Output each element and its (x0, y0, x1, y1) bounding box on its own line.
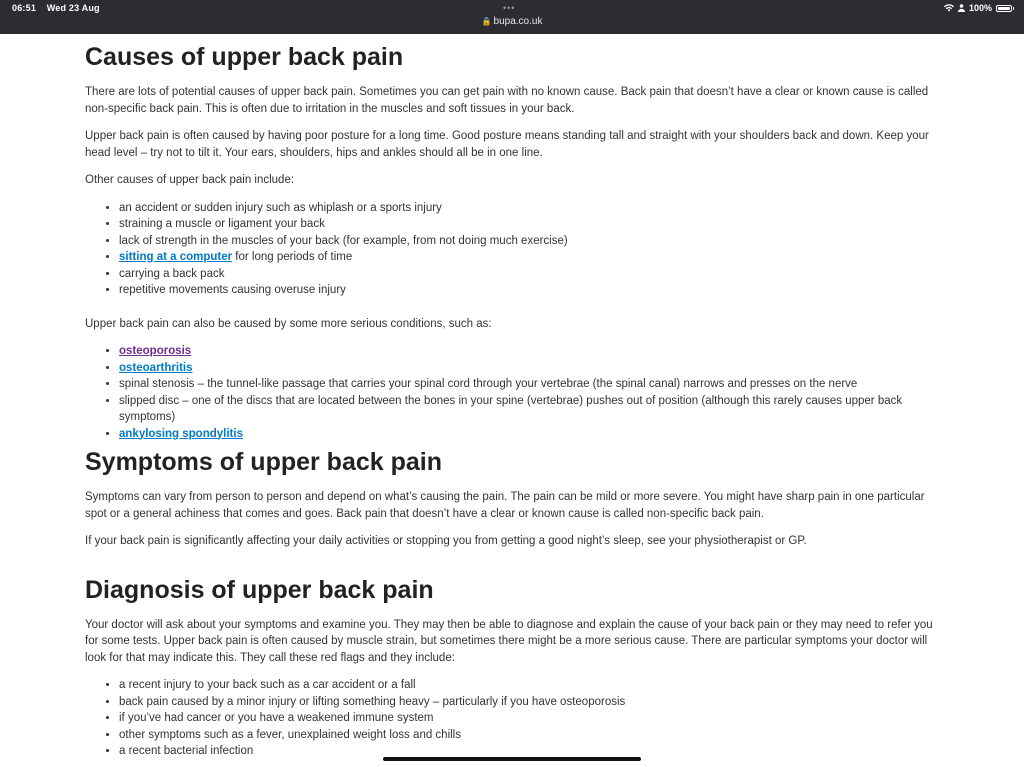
causes-paragraph-3: Other causes of upper back pain include: (85, 174, 295, 186)
status-time: 06:51 (12, 3, 37, 13)
causes-paragraph-1: There are lots of potential causes of upper back pain. Sometimes you can get pain with no known cause. Back pain that doesn’t have a clear or known cause is called non-specific back pain. This is often due to irritation in the muscles and soft tissues in your back. (85, 86, 929, 115)
osteoarthritis-link[interactable]: osteoarthritis (119, 361, 193, 374)
status-indicators (944, 3, 1012, 13)
diagnosis-heading: Diagnosis of upper back pain (85, 575, 434, 604)
list-item (119, 343, 935, 360)
serious-conditions-list (85, 343, 935, 442)
wifi-icon (944, 4, 954, 12)
osteoporosis-link[interactable]: osteoporosis (119, 345, 192, 357)
sitting-at-computer-link[interactable]: sitting at a computer (119, 251, 233, 263)
symptoms-paragraph-1: Symptoms can vary from person to person and depend on what’s causing the pain. The pain can be mild or more severe. You might have sharp pain in one particular spot or a general achiness that comes and goes. Back pain that doesn’t have a clear or known cause is called non-specific back pain. (85, 491, 925, 520)
list-item: • other symptoms such as a fever, unexplained weight loss and chills (119, 727, 935, 744)
list-item: • spinal stenosis – the tunnel-like passage that carries your spinal cord through your vertebrae (the spinal canal) narrows and presses on the nerve (119, 376, 935, 393)
battery-percent: 100% (968, 3, 992, 13)
list-item: • lack of strength in the muscles of your back (for example, from not doing much exercise) (119, 233, 935, 250)
causes-paragraph-4: Upper back pain can also be caused by some more serious conditions, such as: (85, 317, 492, 330)
list-item: • if you’ve had cancer or you have a weakened immune system (119, 710, 935, 727)
status-date: Wed 23 Aug (46, 3, 100, 13)
symptoms-heading: Symptoms of upper back pain (85, 448, 443, 476)
address-bar[interactable] (0, 16, 1024, 27)
status-time-date (12, 3, 108, 13)
list-item: • slipped disc – one of the discs that are located between the bones in your spine (vertebrae) pushes out of position (although this rarely causes upper back symptoms) (119, 393, 935, 426)
diagnosis-paragraph-1: Your doctor will ask about your symptoms and examine you. They may then be able to diagnose and explain the cause of your back pain or they may need to refer you for some tests. Upper back pain is often caused by muscle strain, but sometimes there might be a more serious cause. There are particular symptoms your doctor will look for that may indicate this. They call these red flags and they include: (85, 618, 933, 664)
list-item: • straining a muscle or ligament your back (119, 216, 935, 233)
status-bar (0, 0, 1024, 34)
list-item (119, 426, 935, 443)
list-item (119, 249, 935, 266)
causes-heading: Causes of upper back pain (85, 43, 404, 71)
list-item: • back pain caused by a minor injury or lifting something heavy – particularly if you have osteoporosis (119, 694, 935, 711)
list-item (119, 360, 935, 377)
list-item: • carrying a back pack (119, 266, 935, 283)
causes-paragraph-2: Upper back pain is often caused by having poor posture for a long time. Good posture means standing tall and straight with your shoulders back and down. Keep your head level – try not to tilt it. Your ears, shoulders, hips and ankles should all be in one line. (85, 130, 929, 159)
list-item: • a recent bacterial infection (119, 743, 935, 760)
list-item: • a recent injury to your back such as a car accident or a fall (119, 677, 935, 694)
ankylosing-spondylitis-link[interactable]: ankylosing spondylitis (119, 427, 243, 440)
causes-list (85, 200, 935, 299)
multitasking-dots[interactable]: ••• (503, 3, 516, 13)
symptoms-paragraph-2: If your back pain is significantly affecting your daily activities or stopping you from getting a good night’s sleep, see your physiotherapist or GP. (85, 535, 807, 547)
list-item-text: for long periods of time (232, 251, 353, 263)
battery-icon (996, 5, 1012, 12)
list-item: • an accident or sudden injury such as whiplash or a sports injury (119, 200, 935, 217)
home-indicator[interactable] (383, 757, 641, 761)
article-content (85, 34, 935, 760)
list-item: • repetitive movements causing overuse injury (119, 282, 935, 299)
red-flags-list (85, 677, 935, 760)
url-text: bupa.co.uk (493, 16, 543, 27)
person-icon (958, 4, 965, 12)
lock-icon: 🔒 (481, 17, 492, 26)
